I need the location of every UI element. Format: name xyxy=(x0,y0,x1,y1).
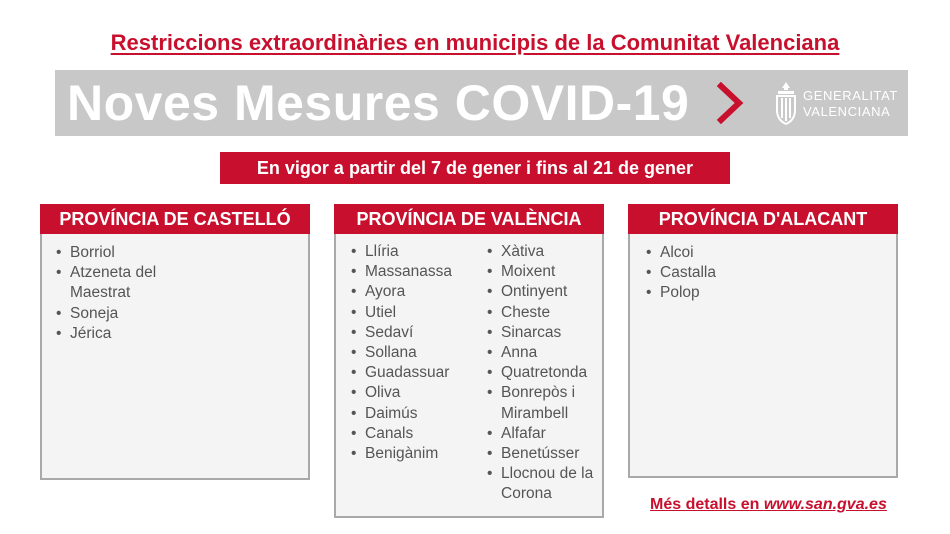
logo-line-1: GENERALITAT xyxy=(803,88,898,103)
generalitat-logo xyxy=(773,76,903,130)
list-item: • Llocnou de la Corona xyxy=(487,464,597,504)
town-list-valencia-col2 xyxy=(487,242,597,505)
list-item: • Borriol xyxy=(56,243,296,263)
list-item: • Sedaví xyxy=(351,323,481,343)
list-item: • Ontinyent xyxy=(487,282,597,302)
list-item: • Alfafar xyxy=(487,424,597,444)
list-item: • Anna xyxy=(487,343,597,363)
page-title: Restriccions extraordinàries en municipis de la Comunitat Valenciana xyxy=(110,30,840,55)
list-item: • Sinarcas xyxy=(487,323,597,343)
list-item: • Bonrepòs i Mirambell xyxy=(487,383,597,423)
logo-line-2: VALENCIANA xyxy=(803,104,891,119)
list-item: • Soneja xyxy=(56,304,296,324)
generalitat-emblem-icon xyxy=(773,80,799,126)
list-item: • Utiel xyxy=(351,303,481,323)
more-details-url[interactable]: www.san.gva.es xyxy=(763,496,887,513)
list-item: • Moixent xyxy=(487,262,597,282)
list-item: • Canals xyxy=(351,424,481,444)
list-item: • Quatretonda xyxy=(487,363,597,383)
list-item: • Massanassa xyxy=(351,262,481,282)
chevron-right-icon xyxy=(715,82,745,124)
list-item: • Castalla xyxy=(646,263,886,283)
hero-banner xyxy=(55,70,908,136)
list-item: • Ayora xyxy=(351,282,481,302)
list-item: • Benigànim xyxy=(351,444,481,464)
town-list-alacant xyxy=(646,243,886,304)
list-item: • Polop xyxy=(646,283,886,303)
town-list-castello xyxy=(56,243,296,344)
panel-header-castello: PROVÍNCIA DE CASTELLÓ xyxy=(40,204,310,234)
list-item: • Daimús xyxy=(351,404,481,424)
list-item: • Jérica xyxy=(56,324,296,344)
more-details-link[interactable] xyxy=(650,496,887,514)
panel-header-valencia: PROVÍNCIA DE VALÈNCIA xyxy=(334,204,604,234)
town-list-valencia-col1 xyxy=(351,242,481,464)
list-item: • Xàtiva xyxy=(487,242,597,262)
list-item: • Oliva xyxy=(351,383,481,403)
validity-banner: En vigor a partir del 7 de gener i fins al 21 de gener xyxy=(220,152,730,184)
panel-header-alacant: PROVÍNCIA D'ALACANT xyxy=(628,204,898,234)
more-details-prefix: Més detalls en xyxy=(650,496,764,513)
list-item: • Sollana xyxy=(351,343,481,363)
list-item: • Alcoi xyxy=(646,243,886,263)
list-item: • Llíria xyxy=(351,242,481,262)
hero-title: Noves Mesures COVID-19 xyxy=(67,75,690,131)
list-item: • Atzeneta del Maestrat xyxy=(56,263,180,303)
list-item: • Benetússer xyxy=(487,444,597,464)
list-item: • Guadassuar xyxy=(351,363,481,383)
list-item: • Cheste xyxy=(487,303,597,323)
